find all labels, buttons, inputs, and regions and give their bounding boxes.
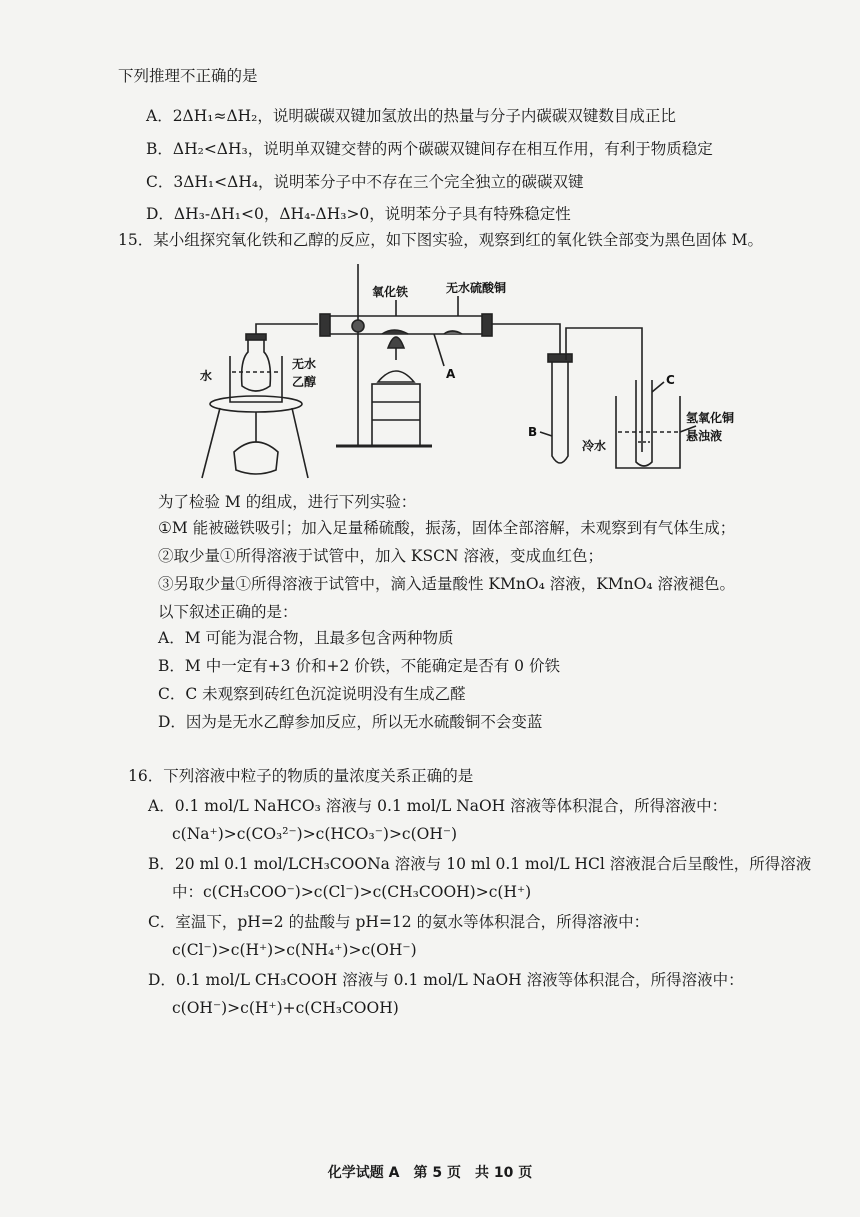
label-ethanol-2: 乙醇 — [292, 375, 317, 389]
q15-option-d: D．因为是无水乙醇参加反应，所以无水硫酸铜不会变蓝 — [158, 713, 543, 731]
q14-stem: 下列推理不正确的是 — [118, 67, 258, 85]
q16-option-c: C．室温下，pH=2 的盐酸与 pH=12 的氨水等体积混合，所得溶液中： — [148, 913, 650, 931]
q14-option-c: C．3ΔH₁<ΔH₄，说明苯分子中不存在三个完全独立的碳碳双键 — [146, 173, 584, 191]
q15-option-a: A．M 可能为混合物，且最多包含两种物质 — [158, 629, 454, 647]
q16-option-d-relation: c(OH⁻)>c(H⁺)+c(CH₃COOH) — [172, 999, 399, 1017]
q14-option-a: A．2ΔH₁≈ΔH₂，说明碳碳双键加氢放出的热量与分子内碳碳双键数目成正比 — [146, 107, 676, 125]
q16-option-a: A．0.1 mol/L NaHCO₃ 溶液与 0.1 mol/L NaOH 溶液等体积混合，所得溶液中： — [148, 797, 728, 815]
label-water: 水 — [200, 369, 213, 383]
q16-option-a-relation: c(Na⁺)>c(CO₃²⁻)>c(HCO₃⁻)>c(OH⁻) — [172, 825, 458, 843]
apparatus-svg — [196, 256, 776, 484]
label-ethanol-1: 无水 — [292, 357, 317, 371]
q16-option-c-relation: c(Cl⁻)>c(H⁺)>c(NH₄⁺)>c(OH⁻) — [172, 941, 417, 959]
label-cuso4: 无水硫酸铜 — [446, 281, 507, 295]
page-footer: 化学试题 A 第 5 页 共 10 页 — [327, 1165, 533, 1181]
q15-option-b: B．M 中一定有+3 价和+2 价铁，不能确定是否有 0 价铁 — [158, 657, 560, 675]
label-cuoh-1: 氢氧化铜 — [686, 411, 735, 425]
label-cuoh-2: 悬浊液 — [686, 429, 723, 443]
experiment-apparatus-diagram — [196, 256, 776, 484]
q15-step-2: ②取少量①所得溶液于试管中，加入 KSCN 溶液，变成血红色； — [158, 547, 603, 565]
q16-option-d: D．0.1 mol/L CH₃COOH 溶液与 0.1 mol/L NaOH 溶液等体积混合，所得溶液中： — [148, 971, 744, 989]
label-a: A — [446, 367, 456, 381]
q16-option-b-relation: 中：c(CH₃COO⁻)>c(Cl⁻)>c(CH₃COOH)>c(H⁺) — [172, 883, 532, 901]
q15-step-1: ①M 能被磁铁吸引；加入足量稀硫酸，振荡，固体全部溶解，未观察到有气体生成； — [158, 519, 736, 537]
q15-stem: 15．某小组探究氧化铁和乙醇的反应，如下图实验，观察到红的氧化铁全部变为黑色固体 M。 — [118, 231, 764, 249]
label-iron-oxide: 氧化铁 — [372, 285, 409, 299]
q16-stem: 16．下列溶液中粒子的物质的量浓度关系正确的是 — [128, 767, 474, 785]
q15-step-3: ③另取少量①所得溶液于试管中，滴入适量酸性 KMnO₄ 溶液，KMnO₄ 溶液褪色。 — [158, 575, 735, 593]
q14-option-b: B．ΔH₂<ΔH₃，说明单双键交替的两个碳碳双键间存在相互作用，有利于物质稳定 — [146, 140, 713, 158]
q14-option-d: D．ΔH₃-ΔH₁<0，ΔH₄-ΔH₃>0，说明苯分子具有特殊稳定性 — [146, 205, 571, 223]
q16-option-b: B．20 ml 0.1 mol/LCH₃COONa 溶液与 10 ml 0.1 mol/L HCl 溶液混合后呈酸性，所得溶液 — [148, 855, 812, 873]
q15-question: 以下叙述正确的是： — [158, 603, 298, 621]
label-cold-water: 冷水 — [582, 439, 607, 453]
label-c: C — [666, 373, 675, 387]
q15-lead: 为了检验 M 的组成，进行下列实验： — [158, 493, 417, 511]
label-b: B — [528, 425, 538, 439]
q15-option-c: C．C 未观察到砖红色沉淀说明没有生成乙醛 — [158, 685, 466, 703]
